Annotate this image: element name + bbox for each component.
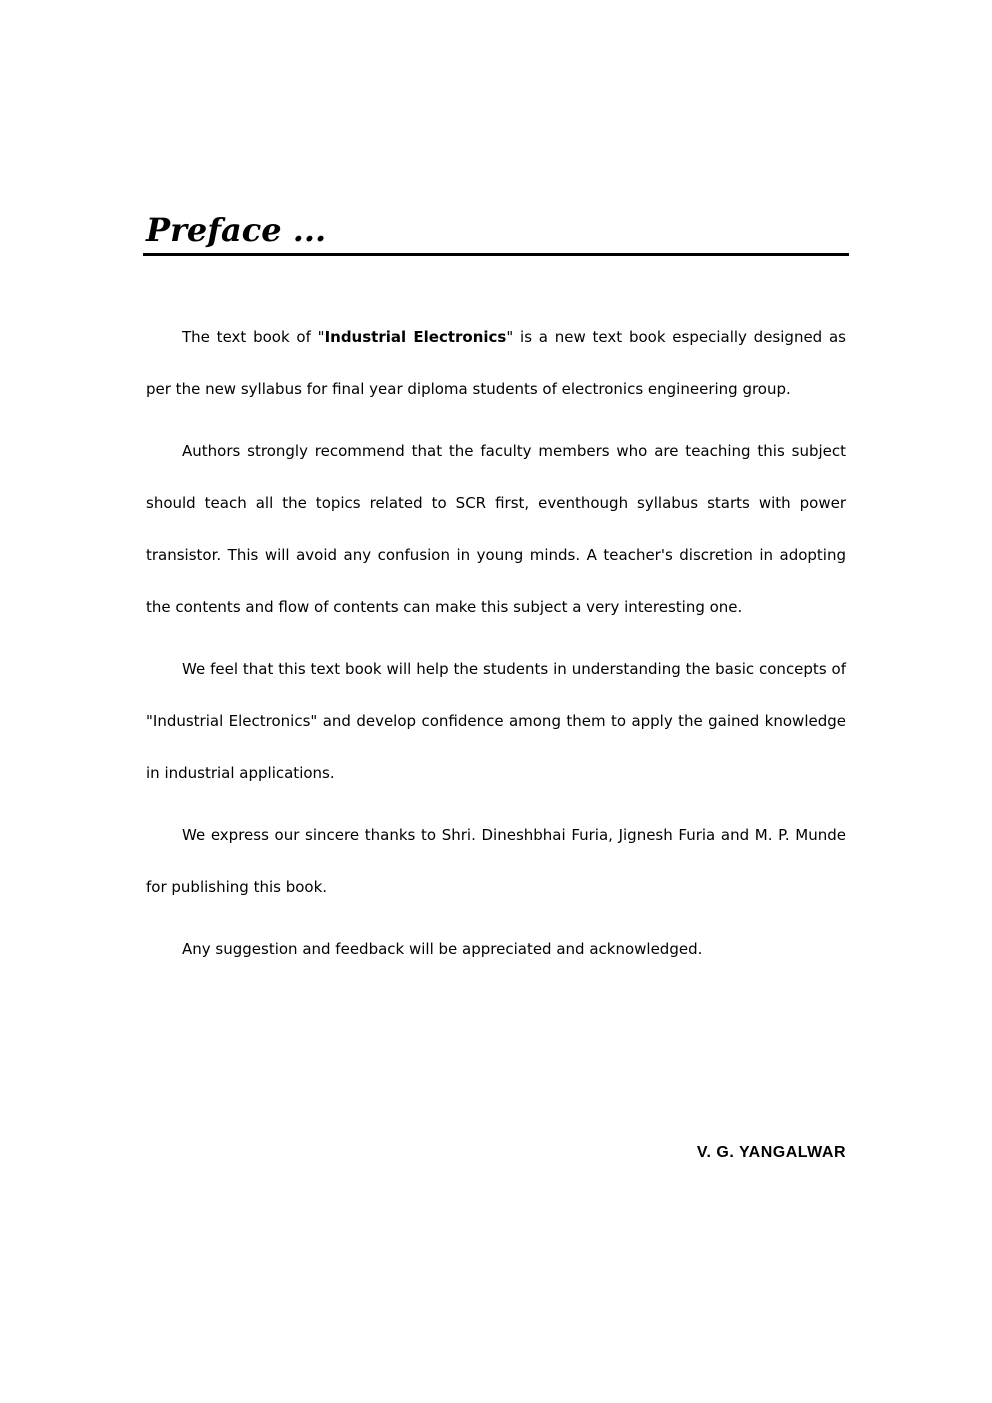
- paragraph-3: We feel that this text book will help the students in understanding the basic concepts of "Industrial Electronics" and develop confidence among them to apply the gained knowledge in industrial applications.: [146, 660, 846, 782]
- title-underline: [143, 253, 849, 256]
- paragraph-1-text-start: The text book of ": [182, 328, 325, 346]
- paragraph-5: Any suggestion and feedback will be appreciated and acknowledged.: [182, 940, 703, 958]
- paragraph-1: [146, 311, 846, 415]
- book-title-bold: Industrial Electronics: [324, 328, 507, 346]
- paragraph-2: Authors strongly recommend that the faculty members who are teaching this subject should teach all the topics related to SCR first, eventhough syllabus starts with power transistor. This will avoid any confusion in young minds. A teacher's discretion in adopting the contents and flow of contents can make this subject a very interesting one.: [146, 442, 846, 616]
- paragraph-1-text-end: " is a new text book especially designed as per the new syllabus for final year diploma students of electronics engineering group.: [146, 328, 846, 398]
- author-signature: V. G. YANGALWAR: [696, 1144, 846, 1161]
- page-title: Preface ...: [146, 211, 327, 249]
- paragraph-4: We express our sincere thanks to Shri. Dineshbhai Furia, Jignesh Furia and M. P. Munde for publishing this book.: [146, 826, 846, 896]
- preface-body: [146, 311, 846, 985]
